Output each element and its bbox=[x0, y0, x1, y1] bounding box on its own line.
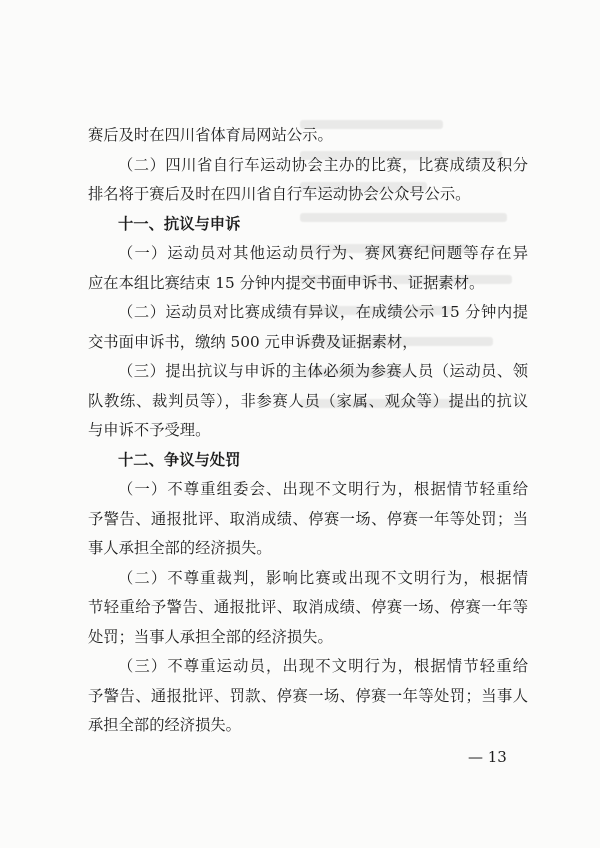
text-line: 予警告、通报批评、罚款、停赛一场、停赛一年等处罚；当事人 bbox=[88, 686, 528, 705]
text-line: 交书面申诉书，缴纳 500 元申诉费及证据素材， bbox=[88, 332, 418, 351]
text-line: 应在本组比赛结束 15 分钟内提交书面申诉书、证据素材。 bbox=[88, 273, 485, 292]
section-heading-disputes-penalties: 十二、争议与处罚 bbox=[118, 450, 241, 469]
body-text bbox=[88, 121, 528, 741]
text-line: 与申诉不予受理。 bbox=[88, 421, 211, 439]
text-line: 承担全部的经济损失。 bbox=[88, 716, 241, 734]
text-line: 予警告、通报批评、取消成绩、停赛一场、停赛一年等处罚；当 bbox=[88, 509, 528, 528]
text-line: 节轻重给予警告、通报批评、取消成绩、停赛一场、停赛一年等 bbox=[88, 598, 528, 616]
text-line: （一）不尊重组委会、出现不文明行为，根据情节轻重给 bbox=[118, 480, 528, 498]
text-line: （一）运动员对其他运动员行为、赛风赛纪问题等存在异 bbox=[118, 244, 528, 262]
text-line: 队教练、裁判员等），非参赛人员（家属、观众等）提出的抗议 bbox=[88, 391, 528, 410]
text-line: 处罚；当事人承担全部的经济损失。 bbox=[88, 627, 333, 646]
text-line: （三）不尊重运动员，出现不文明行为，根据情节轻重给 bbox=[118, 657, 528, 675]
page-number: — 13 bbox=[468, 748, 507, 766]
text-line: （三）提出抗议与申诉的主体必须为参赛人员（运动员、领 bbox=[118, 362, 528, 380]
text-line: （二）不尊重裁判，影响比赛或出现不文明行为，根据情 bbox=[118, 568, 528, 587]
text-line: （二）运动员对比赛成绩有异议，在成绩公示 15 分钟内提 bbox=[118, 303, 528, 321]
text-line: 排名将于赛后及时在四川省自行车运动协会公众号公示。 bbox=[88, 185, 471, 203]
section-heading-protest-appeal: 十一、抗议与申诉 bbox=[118, 214, 241, 233]
text-line: 赛后及时在四川省体育局网站公示。 bbox=[88, 126, 333, 144]
text-line: 事人承担全部的经济损失。 bbox=[88, 539, 272, 557]
text-line: （二）四川省自行车运动协会主办的比赛，比赛成绩及积分 bbox=[118, 155, 528, 174]
